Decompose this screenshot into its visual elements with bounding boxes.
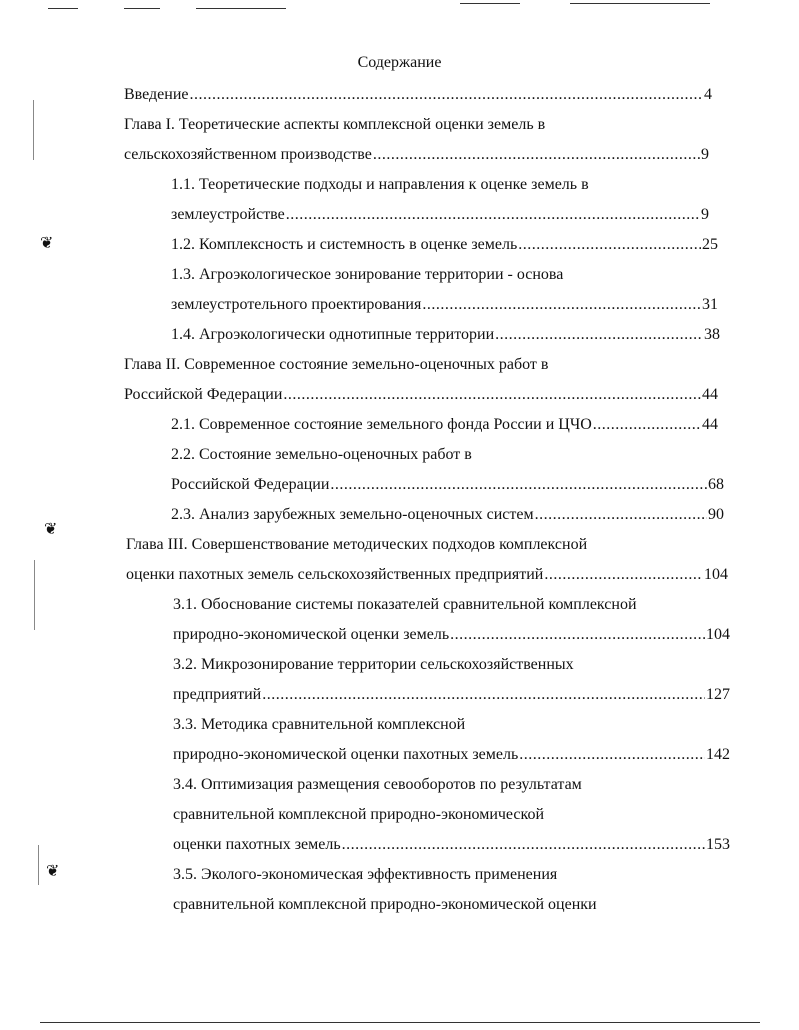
toc-entry-text: оценки пахотных земель bbox=[173, 836, 341, 853]
toc-leader-dots bbox=[593, 413, 701, 437]
toc-chapter-3 bbox=[126, 563, 728, 587]
toc-page-number: 44 bbox=[702, 416, 718, 433]
toc-leader-dots bbox=[262, 683, 705, 707]
toc-section-1-3-line-1: 1.3. Агроэкологическое зонирование территории - основа bbox=[171, 266, 564, 283]
page-title: Содержание bbox=[357, 54, 442, 71]
toc-leader-dots bbox=[190, 83, 704, 107]
toc-entry-text: 2.3. Анализ зарубежных земельно-оценочных систем bbox=[171, 506, 534, 523]
toc-leader-dots bbox=[518, 233, 701, 257]
toc-section-3-3-line-1: 3.3. Методика сравнительной комплексной bbox=[173, 716, 466, 733]
toc-entry-intro bbox=[124, 83, 712, 107]
scan-artifact-top-line bbox=[460, 3, 520, 4]
toc-section-1-3 bbox=[171, 293, 718, 317]
toc-entry-text: землеустройстве bbox=[171, 206, 285, 223]
toc-section-3-1 bbox=[173, 623, 730, 647]
toc-leader-dots bbox=[450, 623, 705, 647]
ink-blot-icon: ❦ bbox=[46, 863, 60, 880]
toc-section-3-4-line-2: сравнительной комплексной природно-экономической bbox=[173, 806, 545, 823]
toc-entry-text: землеустротельного проектирования bbox=[171, 296, 422, 313]
toc-chapter-1 bbox=[124, 143, 709, 167]
toc-chapter-2 bbox=[124, 383, 718, 407]
toc-section-2-2 bbox=[171, 473, 724, 497]
toc-section-3-4-line-1: 3.4. Оптимизация размещения севооборотов по результатам bbox=[173, 776, 582, 793]
toc-chapter-3-line-1: Глава III. Совершенствование методических подходов комплексной bbox=[126, 536, 588, 553]
toc-leader-dots bbox=[544, 563, 703, 587]
toc-page-number: 31 bbox=[702, 296, 718, 313]
toc-leader-dots bbox=[286, 203, 700, 227]
toc-entry-text: Российской Федерации bbox=[124, 386, 283, 403]
toc-leader-dots bbox=[422, 293, 701, 317]
toc-page-number: 153 bbox=[706, 836, 730, 853]
toc-entry-text: 1.2. Комплексность и системность в оценке земель bbox=[171, 236, 518, 253]
toc-section-3-3 bbox=[173, 743, 730, 767]
toc-entry-text: предприятий bbox=[173, 686, 262, 703]
toc-entry-text: Введение bbox=[124, 86, 189, 103]
scan-artifact-margin-mark bbox=[38, 845, 39, 885]
toc-page-number: 104 bbox=[704, 566, 728, 583]
toc-leader-dots bbox=[342, 833, 705, 857]
toc-page-number: 90 bbox=[708, 506, 724, 523]
toc-entry-text: природно-экономической оценки пахотных земель bbox=[173, 746, 519, 763]
toc-section-3-2 bbox=[173, 683, 730, 707]
toc-leader-dots bbox=[519, 743, 705, 767]
toc-entry-text: 1.4. Агроэкологически однотипные территории bbox=[171, 326, 495, 343]
toc-page-number: 68 bbox=[708, 476, 724, 493]
toc-page-number: 25 bbox=[702, 236, 718, 253]
toc-section-3-5-line-1: 3.5. Эколого-экономическая эффективность применения bbox=[173, 866, 558, 883]
scan-artifact-bottom-line bbox=[40, 1022, 760, 1023]
toc-entry-text: сельскохозяйственном производстве bbox=[124, 146, 372, 163]
toc-section-1-2 bbox=[171, 233, 718, 257]
toc-section-1-1-line-1: 1.1. Теоретические подходы и направления к оценке земель в bbox=[171, 176, 589, 193]
scan-artifact-top-line bbox=[570, 3, 710, 4]
toc-page-number: 104 bbox=[706, 626, 730, 643]
toc-section-2-1 bbox=[171, 413, 718, 437]
toc-page-number: 38 bbox=[704, 326, 720, 343]
scan-artifact-top-line bbox=[124, 8, 160, 9]
toc-leader-dots bbox=[373, 143, 700, 167]
toc-page-number: 142 bbox=[706, 746, 730, 763]
toc-page-number: 4 bbox=[704, 86, 712, 103]
ink-blot-icon: ❦ bbox=[40, 235, 54, 252]
toc-leader-dots bbox=[495, 323, 703, 347]
toc-section-1-4 bbox=[171, 323, 720, 347]
toc-page-number: 9 bbox=[701, 206, 709, 223]
scan-artifact-top-line bbox=[48, 8, 78, 9]
toc-entry-text: природно-экономической оценки земель bbox=[173, 626, 450, 643]
toc-section-3-4 bbox=[173, 833, 730, 857]
ink-blot-icon: ❦ bbox=[44, 521, 58, 538]
toc-leader-dots bbox=[283, 383, 701, 407]
toc-section-3-1-line-1: 3.1. Обоснование системы показателей сравнительной комплексной bbox=[173, 596, 637, 613]
toc-page-number: 127 bbox=[706, 686, 730, 703]
toc-page-number: 9 bbox=[701, 146, 709, 163]
toc-leader-dots bbox=[330, 473, 707, 497]
scan-artifact-top-line bbox=[196, 8, 286, 9]
toc-section-1-1 bbox=[171, 203, 709, 227]
toc-page-number: 44 bbox=[702, 386, 718, 403]
toc-section-3-5-line-2: сравнительной комплексной природно-экономической оценки bbox=[173, 896, 597, 913]
scan-artifact-margin-mark bbox=[33, 100, 34, 160]
toc-entry-text: Российской Федерации bbox=[171, 476, 330, 493]
toc-section-3-2-line-1: 3.2. Микрозонирование территории сельскохозяйственных bbox=[173, 656, 574, 673]
toc-chapter-2-line-1: Глава II. Современное состояние земельно-оценочных работ в bbox=[124, 356, 549, 373]
toc-chapter-1-line-1: Глава I. Теоретические аспекты комплексной оценки земель в bbox=[124, 116, 546, 133]
scan-artifact-margin-mark bbox=[34, 560, 35, 630]
toc-entry-text: 2.1. Современное состояние земельного фонда России и ЦЧО bbox=[171, 416, 592, 433]
toc-section-2-2-line-1: 2.2. Состояние земельно-оценочных работ в bbox=[171, 446, 472, 463]
toc-leader-dots bbox=[535, 503, 707, 527]
toc-section-2-3 bbox=[171, 503, 724, 527]
toc-entry-text: оценки пахотных земель сельскохозяйственных предприятий bbox=[126, 566, 544, 583]
